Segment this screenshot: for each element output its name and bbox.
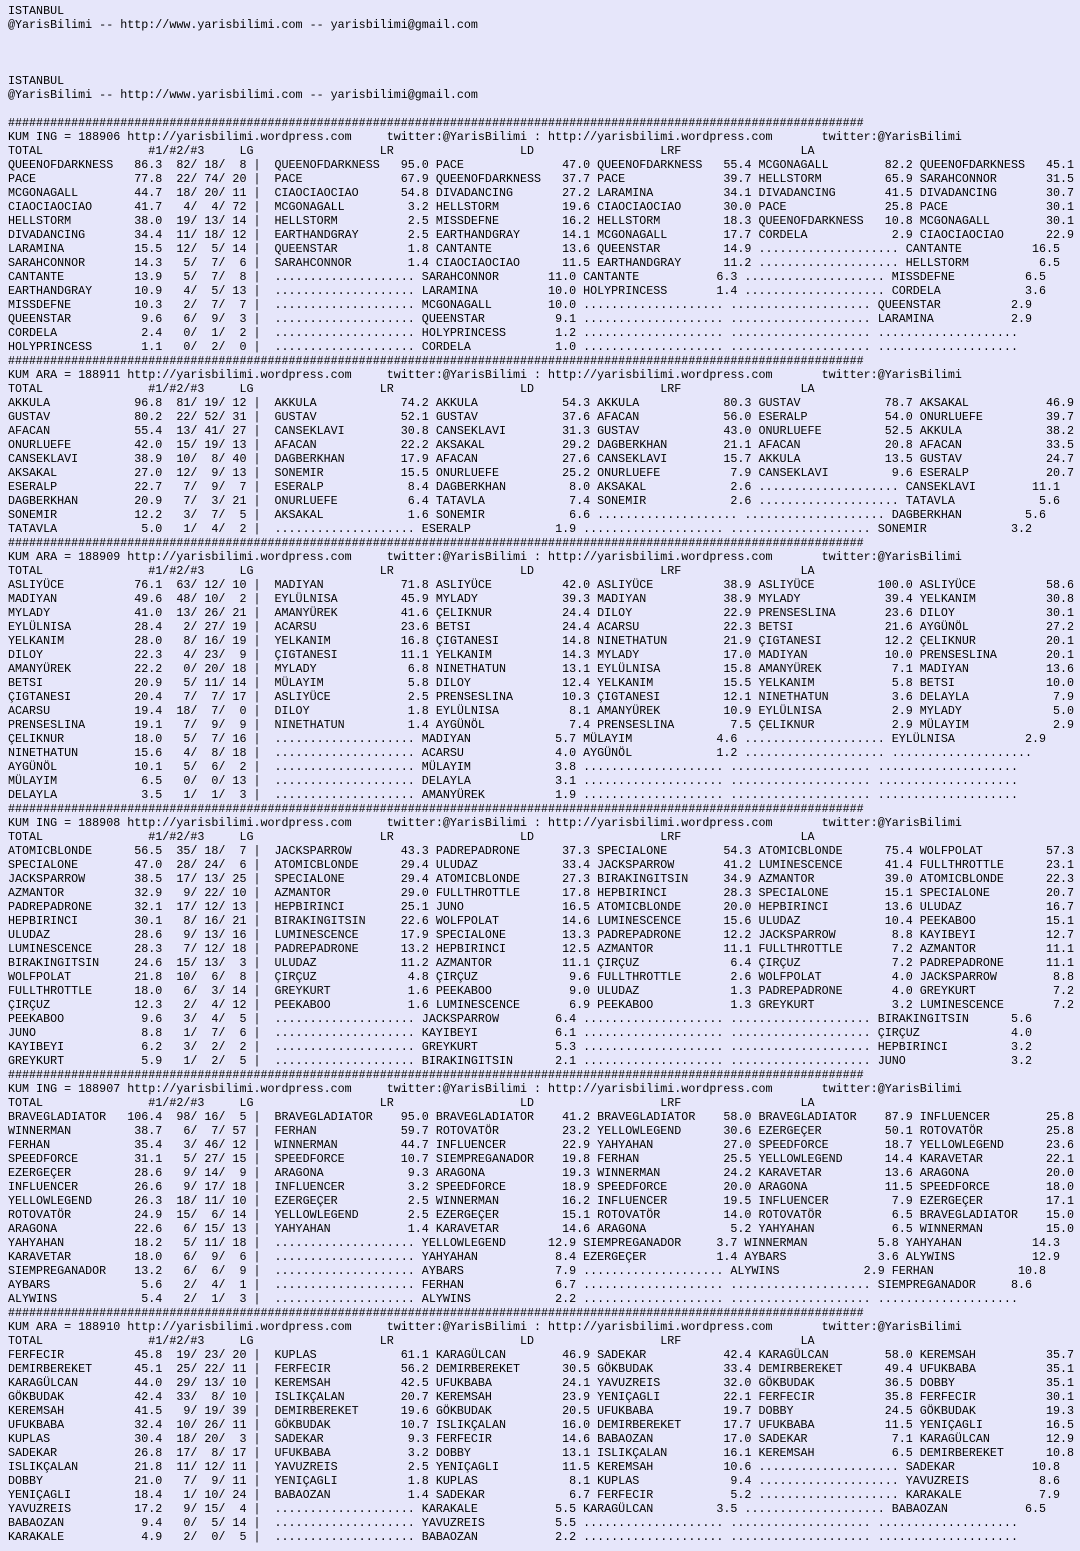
text-line: AZMANTOR 32.9 9/ 22/ 10 | AZMANTOR 29.0 FULLTHROTTLE 17.8 HEPBIRINCI 28.3 SPECIALONE 15.1 SPECIALONE 20.7 xyxy=(8,886,1075,900)
text-line: ARAGONA 22.6 6/ 15/ 13 | YAHYAHAN 1.4 KARAVETAR 14.6 ARAGONA 5.2 YAHYAHAN 6.5 WINNERMAN 15.0 xyxy=(8,1222,1075,1236)
text-line: ÇIGTANESI 20.4 7/ 7/ 17 | ASLIYÜCE 2.5 PRENSESLINA 10.3 ÇIGTANESI 12.1 NINETHATUN 3.6 DELAYLA 7.9 xyxy=(8,690,1075,704)
text-line: BETSI 20.9 5/ 11/ 14 | MÜLAYIM 5.8 DILOY 12.4 YELKANIM 15.5 YELKANIM 5.8 BETSI 10.0 xyxy=(8,676,1075,690)
text-line: DOBBY 21.0 7/ 9/ 11 | YENIÇAGLI 1.8 KUPLAS 8.1 KUPLAS 9.4 .................... YAVUZREIS 8.6 xyxy=(8,1474,1061,1488)
text-line: SARAHCONNOR 14.3 5/ 7/ 6 | SARAHCONNOR 1.4 CIAOCIAOCIAO 11.5 EARTHANDGRAY 11.2 .................... HELLSTORM 6.5 xyxy=(8,256,1061,270)
text-line: ISTANBUL xyxy=(8,4,65,18)
text-line: YENIÇAGLI 18.4 1/ 10/ 24 | BABAOZAN 1.4 SADEKAR 6.7 FERFECIR 5.2 .................... KARAKALE 7.9 xyxy=(8,1488,1061,1502)
text-line: JACKSPARROW 38.5 17/ 13/ 25 | SPECIALONE 29.4 ATOMICBLONDE 27.3 BIRAKINGITSIN 34.9 AZMANTOR 39.0 ATOMICBLONDE 22.3 xyxy=(8,872,1075,886)
text-line: EARTHANDGRAY 10.9 4/ 5/ 13 | .................... LARAMINA 10.0 HOLYPRINCESS 1.4 .................... CORDELA 3.6 xyxy=(8,284,1047,298)
text-line: KUM ARA = 188911 http://yarisbilimi.wordpress.com twitter:@YarisBilimi : http://yarisbilimi.wordpress.com twitter:@YarisBilimi xyxy=(8,368,962,382)
text-line: ########################################################################################################################## xyxy=(8,1306,864,1320)
text-line: MISSDEFNE 10.3 2/ 7/ 7 | .................... MCGONAGALL 10.0 .................... .................... QUEENSTAR 2.9 xyxy=(8,298,1032,312)
text-line: AKSAKAL 27.0 12/ 9/ 13 | SONEMIR 15.5 ONURLUEFE 25.2 ONURLUEFE 7.9 CANSEKLAVI 9.6 ESERALP 20.7 xyxy=(8,466,1075,480)
text-line: KUPLAS 30.4 18/ 20/ 3 | SADEKAR 9.3 FERFECIR 14.6 BABAOZAN 17.0 SADEKAR 7.1 KARAGÜLCAN 12.9 xyxy=(8,1432,1075,1446)
text-line: YELLOWLEGEND 26.3 18/ 11/ 10 | EZERGEÇER 2.5 WINNERMAN 16.2 INFLUENCER 19.5 INFLUENCER 7.9 EZERGEÇER 17.1 xyxy=(8,1194,1075,1208)
text-line: BRAVEGLADIATOR 106.4 98/ 16/ 5 | BRAVEGLADIATOR 95.0 BRAVEGLADIATOR 41.2 BRAVEGLADIATOR 58.0 BRAVEGLADIATOR 87.9 INFLUENCER 25.8 xyxy=(8,1110,1075,1124)
text-line: KEREMSAH 41.5 9/ 19/ 39 | DEMIRBEREKET 19.6 GÖKBUDAK 20.5 UFUKBABA 19.7 DOBBY 24.5 GÖKBUDAK 19.3 xyxy=(8,1404,1075,1418)
text-line: GUSTAV 80.2 22/ 52/ 31 | GUSTAV 52.1 GUSTAV 37.6 AFACAN 56.0 ESERALP 54.0 ONURLUEFE 39.7 xyxy=(8,410,1075,424)
text-line: TOTAL #1/#2/#3 LG LR LD LRF LA xyxy=(8,564,815,578)
text-line: CANTANTE 13.9 5/ 7/ 8 | .................... SARAHCONNOR 11.0 CANTANTE 6.3 .................... MISSDEFNE 6.5 xyxy=(8,270,1047,284)
text-line: TOTAL #1/#2/#3 LG LR LD LRF LA xyxy=(8,1096,815,1110)
text-line: @YarisBilimi -- http://www.yarisbilimi.com -- yarisbilimi@gmail.com xyxy=(8,18,478,32)
text-line: KARAVETAR 18.0 6/ 9/ 6 | .................... YAHYAHAN 8.4 EZERGEÇER 1.4 AYBARS 3.6 ALYWINS 12.9 xyxy=(8,1250,1061,1264)
text-line: ÇIRÇUZ 12.3 2/ 4/ 12 | PEEKABOO 1.6 LUMINESCENCE 6.9 PEEKABOO 1.3 GREYKURT 3.2 LUMINESCENCE 7.2 xyxy=(8,998,1075,1012)
text-line: TATAVLA 5.0 1/ 4/ 2 | .................... ESERALP 1.9 .................... .................... SONEMIR 3.2 xyxy=(8,522,1032,536)
text-line: DAGBERKHAN 20.9 7/ 3/ 21 | ONURLUEFE 6.4 TATAVLA 7.4 SONEMIR 2.6 .................... TATAVLA 5.6 xyxy=(8,494,1061,508)
text-line: SIEMPREGANADOR 13.2 6/ 6/ 9 | .................... AYBARS 7.9 .................... ALYWINS 2.9 FERHAN 10.8 xyxy=(8,1264,1047,1278)
text-line: MÜLAYIM 6.5 0/ 0/ 13 | .................... DELAYLA 3.1 .................... .................... .................... xyxy=(8,774,1018,788)
text-line: SPECIALONE 47.0 28/ 24/ 6 | ATOMICBLONDE 29.4 ULUDAZ 33.4 JACKSPARROW 41.2 LUMINESCENCE 41.4 FULLTHROTTLE 23.1 xyxy=(8,858,1075,872)
text-line: ESERALP 22.7 7/ 9/ 7 | ESERALP 8.4 DAGBERKHAN 8.0 AKSAKAL 2.6 .................... CANSEKLAVI 11.1 xyxy=(8,480,1061,494)
text-line: FERHAN 35.4 3/ 46/ 12 | WINNERMAN 44.7 INFLUENCER 22.9 YAHYAHAN 27.0 SPEEDFORCE 18.7 YELLOWLEGEND 23.6 xyxy=(8,1138,1075,1152)
text-line: GÖKBUDAK 42.4 33/ 8/ 10 | ISLIKÇALAN 20.7 KEREMSAH 23.9 YENIÇAGLI 22.1 FERFECIR 35.8 FERFECIR 30.1 xyxy=(8,1390,1075,1404)
text-line: PRENSESLINA 19.1 7/ 9/ 9 | NINETHATUN 1.4 AYGÜNÖL 7.4 PRENSESLINA 7.5 ÇELIKNUR 2.9 MÜLAYIM 2.9 xyxy=(8,718,1075,732)
text-line: SADEKAR 26.8 17/ 8/ 17 | UFUKBABA 3.2 DOBBY 13.1 ISLIKÇALAN 16.1 KEREMSAH 6.5 DEMIRBEREKET 10.8 xyxy=(8,1446,1075,1460)
text-line: ########################################################################################################################## xyxy=(8,802,864,816)
text-line: DIVADANCING 34.4 11/ 18/ 12 | EARTHANDGRAY 2.5 EARTHANDGRAY 14.1 MCGONAGALL 17.7 CORDELA 2.9 CIAOCIAOCIAO 22.9 xyxy=(8,228,1075,242)
text-line: @YarisBilimi -- http://www.yarisbilimi.com -- yarisbilimi@gmail.com xyxy=(8,88,478,102)
text-line: ULUDAZ 28.6 9/ 13/ 16 | LUMINESCENCE 17.9 SPECIALONE 13.3 PADREPADRONE 12.2 JACKSPARROW 8.8 KAYIBEYI 12.7 xyxy=(8,928,1075,942)
text-line: WINNERMAN 38.7 6/ 7/ 57 | FERHAN 59.7 ROTOVATÖR 23.2 YELLOWLEGEND 30.6 EZERGEÇER 50.1 ROTOVATÖR 25.8 xyxy=(8,1124,1075,1138)
text-line: AYBARS 5.6 2/ 4/ 1 | .................... FERHAN 6.7 .................... .................... SIEMPREGANADOR 8.6 xyxy=(8,1278,1032,1292)
text-line: KARAGÜLCAN 44.0 29/ 13/ 10 | KEREMSAH 42.5 UFUKBABA 24.1 YAVUZREIS 32.0 GÖKBUDAK 36.5 DOBBY 35.1 xyxy=(8,1376,1075,1390)
text-line: PACE 77.8 22/ 74/ 20 | PACE 67.9 QUEENOFDARKNESS 37.7 PACE 39.7 HELLSTORM 65.9 SARAHCONNOR 31.5 xyxy=(8,172,1075,186)
text-line: FULLTHROTTLE 18.0 6/ 3/ 14 | GREYKURT 1.6 PEEKABOO 9.0 ULUDAZ 1.3 PADREPADRONE 4.0 GREYKURT 7.2 xyxy=(8,984,1075,998)
text-line: AMANYÜREK 22.2 0/ 20/ 18 | MYLADY 6.8 NINETHATUN 13.1 EYLÜLNISA 15.8 AMANYÜREK 7.1 MADIYAN 13.6 xyxy=(8,662,1075,676)
text-line: HELLSTORM 38.0 19/ 13/ 14 | HELLSTORM 2.5 MISSDEFNE 16.2 HELLSTORM 18.3 QUEENOFDARKNESS 10.8 MCGONAGALL 30.1 xyxy=(8,214,1075,228)
text-line: UFUKBABA 32.4 10/ 26/ 11 | GÖKBUDAK 10.7 ISLIKÇALAN 16.0 DEMIRBEREKET 17.7 UFUKBABA 11.5 YENIÇAGLI 16.5 xyxy=(8,1418,1075,1432)
text-line: CIAOCIAOCIAO 41.7 4/ 4/ 72 | MCGONAGALL 3.2 HELLSTORM 19.6 CIAOCIAOCIAO 30.0 PACE 25.8 PACE 30.1 xyxy=(8,200,1075,214)
text-line: KAYIBEYI 6.2 3/ 2/ 2 | .................... GREYKURT 5.3 .................... .................... HEPBIRINCI 3.2 xyxy=(8,1040,1032,1054)
text-line: INFLUENCER 26.6 9/ 17/ 18 | INFLUENCER 3.2 SPEEDFORCE 18.9 SPEEDFORCE 20.0 ARAGONA 11.5 SPEEDFORCE 18.0 xyxy=(8,1180,1075,1194)
text-line: EYLÜLNISA 28.4 2/ 27/ 19 | ACARSU 23.6 BETSI 24.4 ACARSU 22.3 BETSI 21.6 AYGÜNÖL 27.2 xyxy=(8,620,1075,634)
text-line: ÇELIKNUR 18.0 5/ 7/ 16 | .................... MADIYAN 5.7 MÜLAYIM 4.6 .................... EYLÜLNISA 2.9 xyxy=(8,732,1047,746)
text-line: TOTAL #1/#2/#3 LG LR LD LRF LA xyxy=(8,1334,815,1348)
text-line: TOTAL #1/#2/#3 LG LR LD LRF LA xyxy=(8,830,815,844)
text-line: WOLFPOLAT 21.8 10/ 6/ 8 | ÇIRÇUZ 4.8 ÇIRÇUZ 9.6 FULLTHROTTLE 2.6 WOLFPOLAT 4.0 JACKSPARROW 8.8 xyxy=(8,970,1075,984)
text-line: ASLIYÜCE 76.1 63/ 12/ 10 | MADIYAN 71.8 ASLIYÜCE 42.0 ASLIYÜCE 38.9 ASLIYÜCE 100.0 ASLIYÜCE 58.6 xyxy=(8,578,1075,592)
text-line: DILOY 22.3 4/ 23/ 9 | ÇIGTANESI 11.1 YELKANIM 14.3 MYLADY 17.0 MADIYAN 10.0 PRENSESLINA 20.1 xyxy=(8,648,1075,662)
text-line: MADIYAN 49.6 48/ 10/ 2 | EYLÜLNISA 45.9 MYLADY 39.3 MADIYAN 38.9 MYLADY 39.4 YELKANIM 30.8 xyxy=(8,592,1075,606)
text-line: AYGÜNÖL 10.1 5/ 6/ 2 | .................... MÜLAYIM 3.8 .................... .................... .................... xyxy=(8,760,1018,774)
text-line: ALYWINS 5.4 2/ 1/ 3 | .................... ALYWINS 2.2 .................... .................... .................... xyxy=(8,1292,1018,1306)
text-line: LARAMINA 15.5 12/ 5/ 14 | QUEENSTAR 1.8 CANTANTE 13.6 QUEENSTAR 14.9 .................... CANTANTE 16.5 xyxy=(8,242,1061,256)
text-line: PADREPADRONE 32.1 17/ 12/ 13 | HEPBIRINCI 25.1 JUNO 16.5 ATOMICBLONDE 20.0 HEPBIRINCI 13.6 ULUDAZ 16.7 xyxy=(8,900,1075,914)
text-line: HOLYPRINCESS 1.1 0/ 2/ 0 | .................... CORDELA 1.0 .................... .................... .................... xyxy=(8,340,1018,354)
text-line: NINETHATUN 15.6 4/ 8/ 18 | .................... ACARSU 4.0 AYGÜNÖL 1.2 .................... .................... xyxy=(8,746,1032,760)
text-line: GREYKURT 5.9 1/ 2/ 5 | .................... BIRAKINGITSIN 2.1 .................... .................... JUNO 3.2 xyxy=(8,1054,1032,1068)
text-line: JUNO 8.8 1/ 7/ 6 | .................... KAYIBEYI 6.1 .................... .................... ÇIRÇUZ 4.0 xyxy=(8,1026,1032,1040)
text-line: CANSEKLAVI 38.9 10/ 8/ 40 | DAGBERKHAN 17.9 AFACAN 27.6 CANSEKLAVI 15.7 AKKULA 13.5 GUSTAV 24.7 xyxy=(8,452,1075,466)
text-line: YAVUZREIS 17.2 9/ 15/ 4 | .................... KARAKALE 5.5 KARAGÜLCAN 3.5 .................... BABAOZAN 6.5 xyxy=(8,1502,1047,1516)
text-line: FERFECIR 45.8 19/ 23/ 20 | KUPLAS 61.1 KARAGÜLCAN 46.9 SADEKAR 42.4 KARAGÜLCAN 58.0 KEREMSAH 35.7 xyxy=(8,1348,1075,1362)
text-line: KUM ING = 188906 http://yarisbilimi.wordpress.com twitter:@YarisBilimi : http://yarisbilimi.wordpress.com twitter:@YarisBilimi xyxy=(8,130,962,144)
text-line: ########################################################################################################################## xyxy=(8,1068,864,1082)
text-line: DEMIRBEREKET 45.1 25/ 22/ 11 | FERFECIR 56.2 DEMIRBEREKET 30.5 GÖKBUDAK 33.4 DEMIRBEREKET 49.4 UFUKBABA 35.1 xyxy=(8,1362,1075,1376)
text-line: MYLADY 41.0 13/ 26/ 21 | AMANYÜREK 41.6 ÇELIKNUR 24.4 DILOY 22.9 PRENSESLINA 23.6 DILOY 30.1 xyxy=(8,606,1075,620)
text-line: LUMINESCENCE 28.3 7/ 12/ 18 | PADREPADRONE 13.2 HEPBIRINCI 12.5 AZMANTOR 11.1 FULLTHROTTLE 7.2 AZMANTOR 11.1 xyxy=(8,942,1075,956)
text-line: KUM ING = 188908 http://yarisbilimi.wordpress.com twitter:@YarisBilimi : http://yarisbilimi.wordpress.com twitter:@YarisBilimi xyxy=(8,816,962,830)
text-line: QUEENSTAR 9.6 6/ 9/ 3 | .................... QUEENSTAR 9.1 .................... .................... LARAMINA 2.9 xyxy=(8,312,1032,326)
text-line: YAHYAHAN 18.2 5/ 11/ 18 | .................... YELLOWLEGEND 12.9 SIEMPREGANADOR 3.7 WINNERMAN 5.8 YAHYAHAN 14.3 xyxy=(8,1236,1061,1250)
text-line: AFACAN 55.4 13/ 41/ 27 | CANSEKLAVI 30.8 CANSEKLAVI 31.3 GUSTAV 43.0 ONURLUEFE 52.5 AKKULA 38.2 xyxy=(8,424,1075,438)
text-line: ONURLUEFE 42.0 15/ 19/ 13 | AFACAN 22.2 AKSAKAL 29.2 DAGBERKHAN 21.1 AFACAN 20.8 AFACAN 33.5 xyxy=(8,438,1075,452)
text-line: ########################################################################################################################## xyxy=(8,354,864,368)
text-line: DELAYLA 3.5 1/ 1/ 3 | .................... AMANYÜREK 1.9 .................... .................... .................... xyxy=(8,788,1018,802)
text-line: EZERGEÇER 28.6 9/ 14/ 9 | ARAGONA 9.3 ARAGONA 19.3 WINNERMAN 24.2 KARAVETAR 13.6 ARAGONA 20.0 xyxy=(8,1166,1075,1180)
text-line: TOTAL #1/#2/#3 LG LR LD LRF LA xyxy=(8,144,815,158)
text-line: ACARSU 19.4 18/ 7/ 0 | DILOY 1.8 EYLÜLNISA 8.1 AMANYÜREK 10.9 EYLÜLNISA 2.9 MYLADY 5.0 xyxy=(8,704,1075,718)
text-line: AKKULA 96.8 81/ 19/ 12 | AKKULA 74.2 AKKULA 54.3 AKKULA 80.3 GUSTAV 78.7 AKSAKAL 46.9 xyxy=(8,396,1075,410)
text-line: CORDELA 2.4 0/ 1/ 2 | .................... HOLYPRINCESS 1.2 .................... .................... .................... xyxy=(8,326,1018,340)
text-line: QUEENOFDARKNESS 86.3 82/ 18/ 8 | QUEENOFDARKNESS 95.0 PACE 47.0 QUEENOFDARKNESS 55.4 MCGONAGALL 82.2 QUEENOFDARKNESS 45.1 xyxy=(8,158,1075,172)
text-line: ########################################################################################################################## xyxy=(8,116,864,130)
text-line: ISLIKÇALAN 21.8 11/ 12/ 11 | YAVUZREIS 2.5 YENIÇAGLI 11.5 KEREMSAH 10.6 .................... SADEKAR 10.8 xyxy=(8,1460,1061,1474)
text-line: ########################################################################################################################## xyxy=(8,536,864,550)
text-line: KARAKALE 4.9 2/ 0/ 5 | .................... BABAOZAN 2.2 .................... .................... .................... xyxy=(8,1530,1018,1544)
text-line: KUM ARA = 188909 http://yarisbilimi.wordpress.com twitter:@YarisBilimi : http://yarisbilimi.wordpress.com twitter:@YarisBilimi xyxy=(8,550,962,564)
text-line: PEEKABOO 9.6 3/ 4/ 5 | .................... JACKSPARROW 6.4 .................... .................... BIRAKINGITSIN 5.6 xyxy=(8,1012,1032,1026)
text-line: KUM ARA = 188910 http://yarisbilimi.wordpress.com twitter:@YarisBilimi : http://yarisbilimi.wordpress.com twitter:@YarisBilimi xyxy=(8,1320,962,1334)
text-line: BABAOZAN 9.4 0/ 5/ 14 | .................... YAVUZREIS 5.5 .................... .................... .................... xyxy=(8,1516,1018,1530)
text-line: BIRAKINGITSIN 24.6 15/ 13/ 3 | ULUDAZ 11.2 AZMANTOR 11.1 ÇIRÇUZ 6.4 ÇIRÇUZ 7.2 PADREPADRONE 11.1 xyxy=(8,956,1075,970)
text-line: KUM ING = 188907 http://yarisbilimi.wordpress.com twitter:@YarisBilimi : http://yarisbilimi.wordpress.com twitter:@YarisBilimi xyxy=(8,1082,962,1096)
text-line: ISTANBUL xyxy=(8,74,65,88)
text-line: SPEEDFORCE 31.1 5/ 27/ 15 | SPEEDFORCE 10.7 SIEMPREGANADOR 19.8 FERHAN 25.5 YELLOWLEGEND 14.4 KARAVETAR 22.1 xyxy=(8,1152,1075,1166)
text-line: ROTOVATÖR 24.9 15/ 6/ 14 | YELLOWLEGEND 2.5 EZERGEÇER 15.1 ROTOVATÖR 14.0 ROTOVATÖR 6.5 BRAVEGLADIATOR 15.0 xyxy=(8,1208,1075,1222)
text-line: YELKANIM 28.0 8/ 16/ 19 | YELKANIM 16.8 ÇIGTANESI 14.8 NINETHATUN 21.9 ÇIGTANESI 12.2 ÇELIKNUR 20.1 xyxy=(8,634,1075,648)
text-line: SONEMIR 12.2 3/ 7/ 5 | AKSAKAL 1.6 SONEMIR 6.6 .................... .................... DAGBERKHAN 5.6 xyxy=(8,508,1047,522)
text-line: MCGONAGALL 44.7 18/ 20/ 11 | CIAOCIAOCIAO 54.8 DIVADANCING 27.2 LARAMINA 34.1 DIVADANCING 41.5 DIVADANCING 30.7 xyxy=(8,186,1075,200)
text-line: TOTAL #1/#2/#3 LG LR LD LRF LA xyxy=(8,382,815,396)
text-line: HEPBIRINCI 30.1 8/ 16/ 21 | BIRAKINGITSIN 22.6 WOLFPOLAT 14.6 LUMINESCENCE 15.6 ULUDAZ 10.4 PEEKABOO 15.1 xyxy=(8,914,1075,928)
text-line: ATOMICBLONDE 56.5 35/ 18/ 7 | JACKSPARROW 43.3 PADREPADRONE 37.3 SPECIALONE 54.3 ATOMICBLONDE 75.4 WOLFPOLAT 57.3 xyxy=(8,844,1075,858)
